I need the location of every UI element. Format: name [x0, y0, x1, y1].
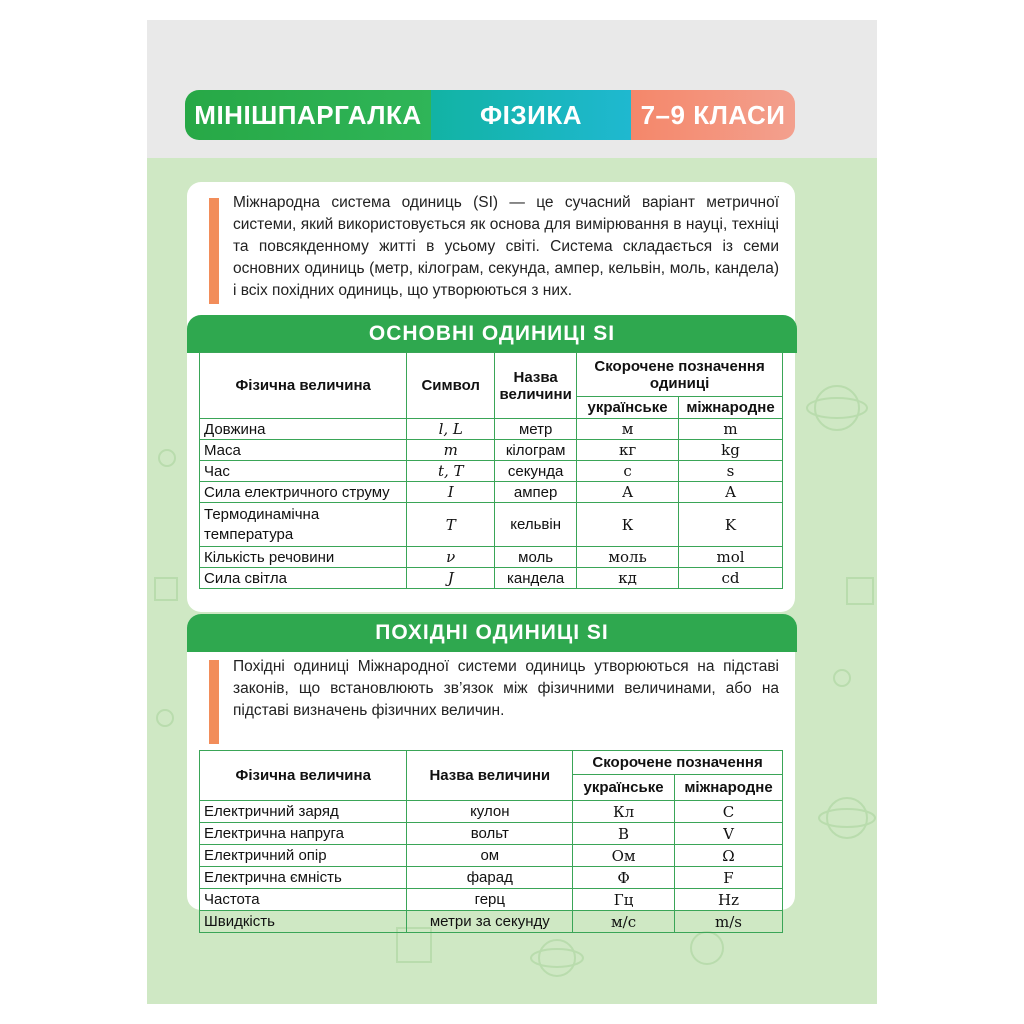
intl-abbr-cell: s — [679, 461, 783, 482]
quantity-cell: Електричний опір — [200, 845, 407, 867]
molecule-icon-3 — [157, 710, 173, 726]
table-row — [200, 867, 783, 889]
molecule-icon — [834, 670, 850, 686]
quantity-cell: Електрична напруга — [200, 823, 407, 845]
table-row — [200, 889, 783, 911]
derived-units-card — [187, 614, 795, 931]
table-row — [200, 845, 783, 867]
ua-abbr-cell: м/с — [573, 911, 675, 933]
quantity-cell: Сила світла — [200, 568, 407, 589]
intl-abbr-cell: Ω — [675, 845, 783, 867]
intro-accent-bar — [209, 198, 219, 304]
cube-icon — [847, 578, 873, 604]
quantity-cell: Кількість речовини — [200, 547, 407, 568]
intl-abbr-cell: kg — [679, 440, 783, 461]
header-ua: українське — [573, 775, 675, 801]
unit-name-cell: фарад — [407, 867, 573, 889]
intl-abbr-cell: F — [675, 867, 783, 889]
derived-intro-text: Похідні одиниці Міжнародної системи одиниць утворюються на підставі законів, що встановлюють зв’язок між фізичними величинами, або на підставі визначень фізичних величин. — [233, 658, 779, 719]
quantity-cell: Термодинамічна температура — [200, 503, 407, 547]
ua-abbr-cell: Ф — [573, 867, 675, 889]
symbol-cell: m — [407, 440, 495, 461]
header-abbr: Скорочене позначення — [573, 751, 783, 775]
ua-abbr-cell: К — [577, 503, 679, 547]
ua-abbr-cell: моль — [577, 547, 679, 568]
cube-icon-2 — [397, 928, 431, 962]
table-row — [200, 503, 783, 547]
base-units-card — [187, 182, 795, 612]
table-row — [200, 547, 783, 568]
header-quantity: Фізична величина — [200, 751, 407, 801]
intro-text: Міжнародна система одиниць (SI) — це сучасний варіант метричної системи, який використовується як основа для вимірювання в науці, техніці та повсякденному житті в усьому світі. Система складається із семи основних одиниць (метр, кілограм, секунда, ампер, кельвін, моль, кандела) і всіх похідних одиниць, що утворюються з них. — [233, 194, 779, 299]
intl-abbr-cell: A — [679, 482, 783, 503]
ua-abbr-cell: Кл — [573, 801, 675, 823]
table-row — [200, 482, 783, 503]
unit-name-cell: вольт — [407, 823, 573, 845]
derived-units-title: ПОХІДНІ ОДИНИЦІ SI — [187, 614, 797, 652]
table-row — [200, 461, 783, 482]
unit-name-cell: ампер — [495, 482, 577, 503]
intl-abbr-cell: V — [675, 823, 783, 845]
atom-icon — [815, 386, 859, 430]
header-symbol: Символ — [407, 353, 495, 419]
header-quantity: Фізична величина — [200, 353, 407, 419]
symbol-cell: I — [407, 482, 495, 503]
atom-icon-2 — [827, 798, 867, 838]
header-ua: українське — [577, 397, 679, 419]
base-units-title: ОСНОВНІ ОДИНИЦІ SI — [187, 315, 797, 353]
intl-abbr-cell: m/s — [675, 911, 783, 933]
intl-abbr-cell: mol — [679, 547, 783, 568]
molecule-icon-2 — [159, 450, 175, 466]
unit-name-cell: метри за секунду — [407, 911, 573, 933]
ua-abbr-cell: кг — [577, 440, 679, 461]
unit-name-cell: моль — [495, 547, 577, 568]
unit-name-cell: ом — [407, 845, 573, 867]
atom-icon-3 — [539, 940, 575, 976]
banner-grades-label: 7–9 КЛАСИ — [631, 90, 795, 140]
base-units-table — [199, 352, 783, 589]
ua-abbr-cell: Ом — [573, 845, 675, 867]
table-row — [200, 440, 783, 461]
cheatsheet-page — [147, 20, 877, 1004]
header-intl: міжнародне — [675, 775, 783, 801]
quantity-cell: Сила електричного струму — [200, 482, 407, 503]
unit-name-cell: метр — [495, 419, 577, 440]
ua-abbr-cell: В — [573, 823, 675, 845]
intl-abbr-cell: C — [675, 801, 783, 823]
intl-abbr-cell: Hz — [675, 889, 783, 911]
banner-subject-label: ФІЗИКА — [431, 90, 631, 140]
unit-name-cell: кельвін — [495, 503, 577, 547]
quantity-cell: Час — [200, 461, 407, 482]
quantity-cell: Маса — [200, 440, 407, 461]
unit-name-cell: секунда — [495, 461, 577, 482]
derived-units-table — [199, 750, 783, 933]
ua-abbr-cell: кд — [577, 568, 679, 589]
unit-name-cell: кілограм — [495, 440, 577, 461]
table-row — [200, 568, 783, 589]
ua-abbr-cell: м — [577, 419, 679, 440]
table-row — [200, 419, 783, 440]
header-name: Назва величини — [407, 751, 573, 801]
unit-name-cell: кулон — [407, 801, 573, 823]
header-abbr: Скорочене позначення одиниці — [577, 353, 783, 397]
ua-abbr-cell: А — [577, 482, 679, 503]
unit-name-cell: герц — [407, 889, 573, 911]
intl-abbr-cell: cd — [679, 568, 783, 589]
quantity-cell: Електричний заряд — [200, 801, 407, 823]
symbol-cell: T — [407, 503, 495, 547]
ua-abbr-cell: с — [577, 461, 679, 482]
symbol-cell: J — [407, 568, 495, 589]
header-intl: міжнародне — [679, 397, 783, 419]
unit-name-cell: кандела — [495, 568, 577, 589]
title-banner — [185, 90, 795, 140]
banner-series-label: МІНІШПАРГАЛКА — [185, 90, 431, 140]
intl-abbr-cell: K — [679, 503, 783, 547]
quantity-cell: Частота — [200, 889, 407, 911]
quantity-cell: Довжина — [200, 419, 407, 440]
table-row — [200, 823, 783, 845]
ua-abbr-cell: Гц — [573, 889, 675, 911]
header-name: Назва величини — [495, 353, 577, 419]
intl-abbr-cell: m — [679, 419, 783, 440]
quantity-cell: Електрична ємність — [200, 867, 407, 889]
symbol-cell: l, L — [407, 419, 495, 440]
symbol-cell: t, T — [407, 461, 495, 482]
flask-icon — [691, 932, 723, 964]
table-row — [200, 911, 783, 933]
table-row — [200, 801, 783, 823]
derived-accent-bar — [209, 660, 219, 744]
quantity-cell: Швидкість — [200, 911, 407, 933]
cube-icon-3 — [155, 578, 177, 600]
symbol-cell: ν — [407, 547, 495, 568]
